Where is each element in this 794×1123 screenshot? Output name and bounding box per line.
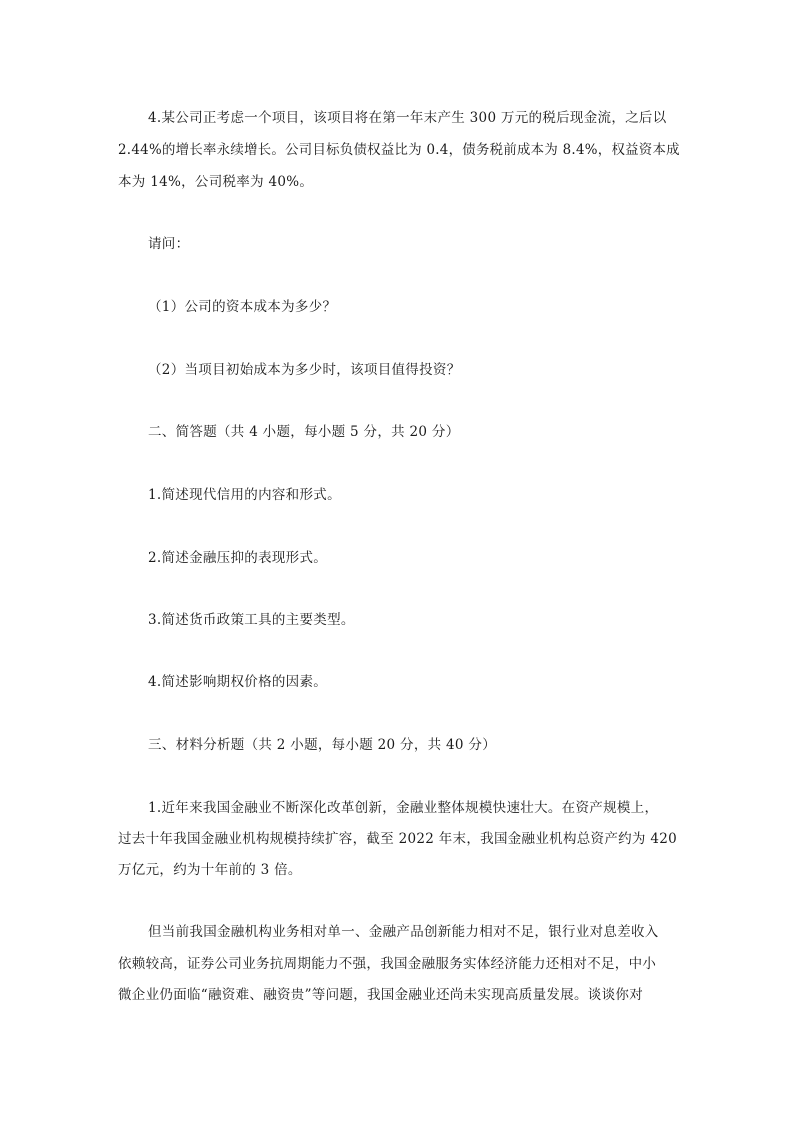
question-4-line-1: 4.某公司正考虑一个项目，该项目将在第一年末产生 300 万元的税后现金流，之后以 xyxy=(148,110,667,126)
section-2-heading: 二、简答题（共 4 小题，每小题 5 分，共 20 分） xyxy=(148,424,460,440)
section-3-heading: 三、材料分析题（共 2 小题，每小题 20 分，共 40 分） xyxy=(148,737,496,753)
short-answer-4: 4.简述影响期权价格的因素。 xyxy=(148,674,328,690)
material-2-line-2: 依赖较高，证券公司业务抗周期能力不强，我国金融服务实体经济能力还相对不足，中小 xyxy=(118,956,657,972)
material-1-line-1: 1.近年来我国金融业不断深化改革创新，金融业整体规模快速壮大。在资产规模上， xyxy=(148,800,659,816)
sub-question-1: （1）公司的资本成本为多少？ xyxy=(148,299,337,315)
material-2-line-1: 但当前我国金融机构业务相对单一、金融产品创新能力相对不足，银行业对息差收入 xyxy=(148,924,659,940)
short-answer-2: 2.简述金融压抑的表现形式。 xyxy=(148,550,328,566)
short-answer-1: 1.简述现代信用的内容和形式。 xyxy=(148,487,341,503)
sub-question-2: （2）当项目初始成本为多少时，该项目值得投资？ xyxy=(148,362,461,378)
ask-label: 请问： xyxy=(148,236,190,252)
question-4-line-3: 本为 14%，公司税率为 40%。 xyxy=(118,174,314,190)
material-2-line-3: 微企业仍面临“融资难、融资贵”等问题，我国金融业还尚未实现高质量发展。谈谈你对 xyxy=(118,987,644,1003)
short-answer-3: 3.简述货币政策工具的主要类型。 xyxy=(148,612,355,628)
material-1-line-2: 过去十年我国金融业机构规模持续扩容，截至 2022 年末，我国金融业机构总资产约为 420 xyxy=(118,831,677,847)
question-4-line-2: 2.44%的增长率永续增长。公司目标负债权益比为 0.4，债务税前成本为 8.4%，权益资本成 xyxy=(118,142,680,158)
material-1-line-3: 万亿元，约为十年前的 3 倍。 xyxy=(118,862,302,878)
